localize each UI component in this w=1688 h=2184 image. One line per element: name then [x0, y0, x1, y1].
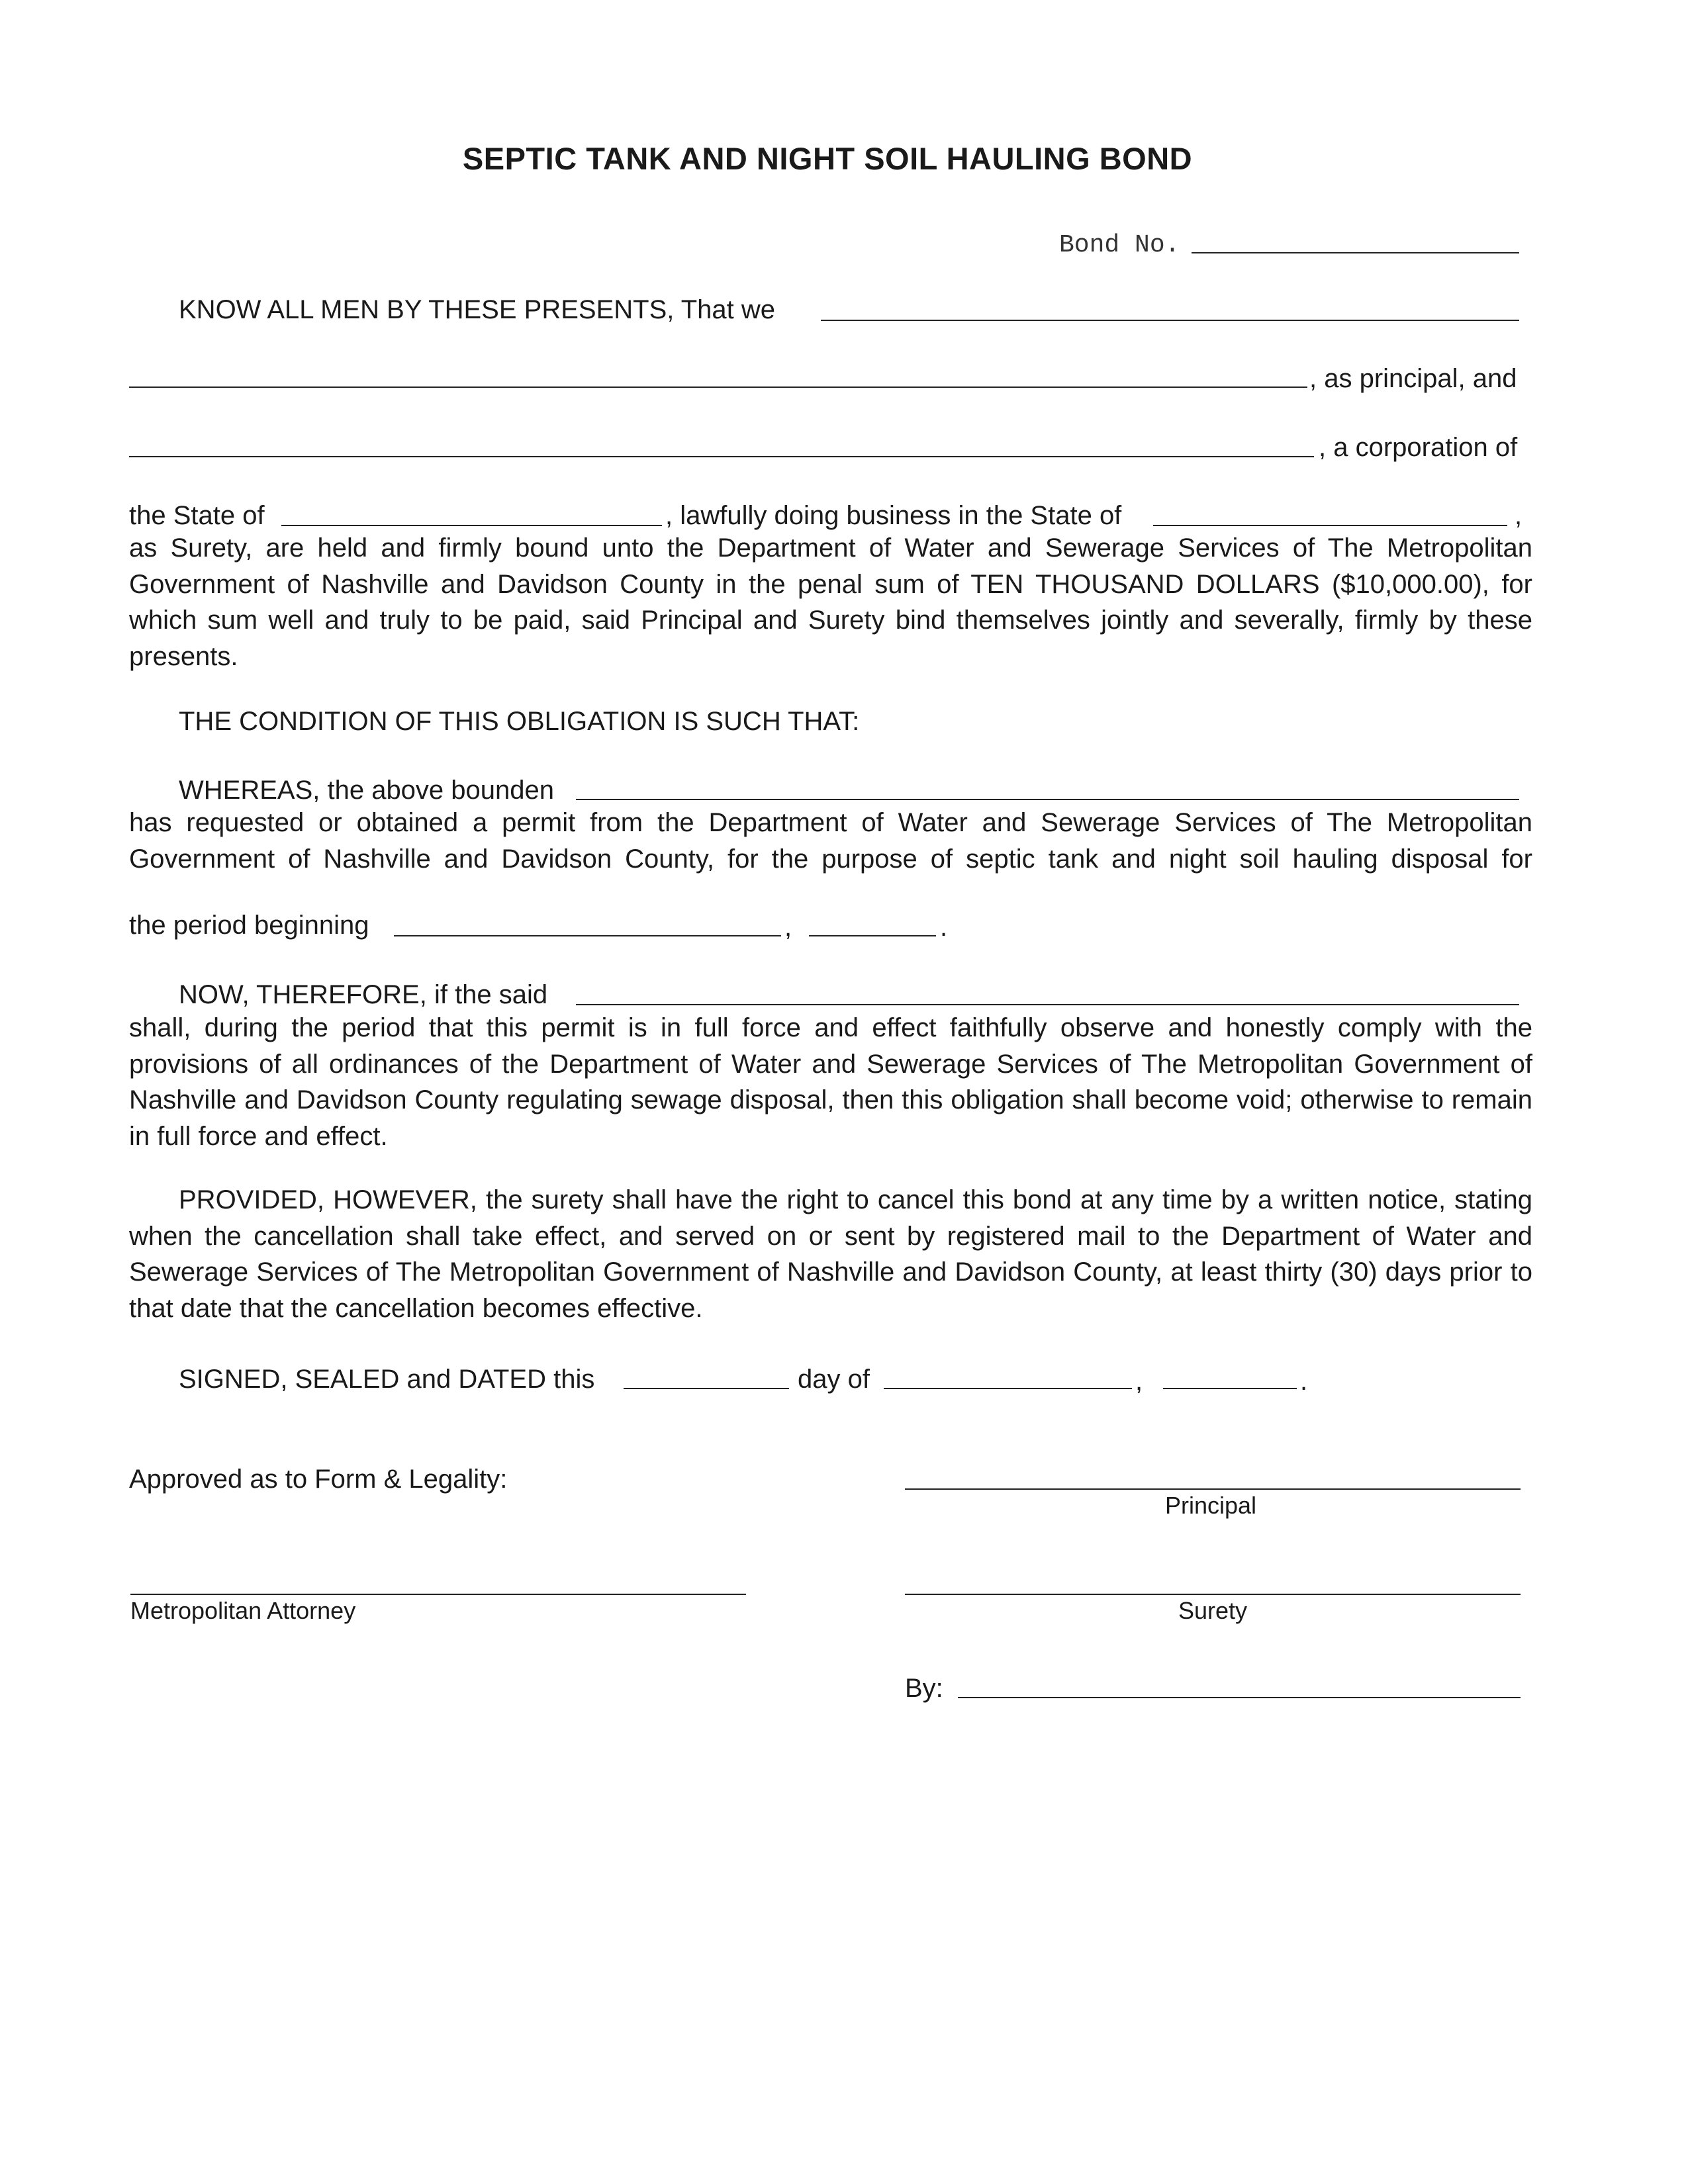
metro-attorney-label: Metropolitan Attorney [130, 1597, 356, 1624]
principal-name-field[interactable] [821, 320, 1519, 321]
signed-end: . [1300, 1367, 1308, 1396]
principal-name-field-2[interactable] [129, 387, 1307, 388]
signed-text: SIGNED, SEALED and DATED this [179, 1365, 595, 1394]
surety-paragraph-text: as Surety, are held and firmly bound unto the Department of Water and Sewerage Services of The Metropolitan Government of Nashville and Davidson County in the penal sum of TEN THOUSAND DOLLARS ($10,000.00), for which sum well and truly to be paid, said Principal and Surety bind themselves jointly and severally, firmly by these presents. [129, 533, 1532, 671]
now-paragraph [129, 1010, 1532, 1154]
know-all-text: KNOW ALL MEN BY THESE PRESENTS, That we [179, 295, 776, 324]
period-beginning-text: the period beginning [129, 911, 369, 940]
state-of-business-field[interactable] [1153, 525, 1507, 526]
surety-label: Surety [1178, 1597, 1248, 1624]
principal-label: Principal [1165, 1492, 1257, 1519]
by-signature-field[interactable] [958, 1697, 1521, 1698]
said-name-field[interactable] [576, 1004, 1519, 1005]
state-of-text: the State of [129, 501, 265, 530]
period-comma: , [784, 913, 792, 942]
period-date-field[interactable] [394, 935, 781, 936]
period-end: . [940, 913, 948, 942]
condition-heading: THE CONDITION OF THIS OBLIGATION IS SUCH THAT: [179, 707, 860, 736]
signed-day-field[interactable] [624, 1388, 789, 1389]
bond-no-label: Bond No. [1059, 231, 1180, 259]
now-paragraph-text: shall, during the period that this permit is in full force and effect faithfully observe and honestly comply with the provisions of all ordinances of the Department of Water and Sewerage Services of The Metropolitan Government of Nashville and Davidson County regulating sewage disposal, then this obligation shall become void; otherwise to remain in full force and effect. [129, 1013, 1532, 1151]
signed-year-field[interactable] [1163, 1388, 1297, 1389]
state-comma: , [1515, 501, 1523, 530]
document-title: SEPTIC TANK AND NIGHT SOIL HAULING BOND [462, 141, 1193, 176]
corporation-text: , a corporation of [1319, 433, 1518, 462]
whereas-paragraph [129, 805, 1532, 877]
now-therefore-text: NOW, THEREFORE, if the said [179, 980, 548, 1009]
surety-paragraph [129, 530, 1532, 674]
signed-comma: , [1135, 1367, 1143, 1396]
bond-no-field[interactable] [1192, 252, 1519, 253]
bounden-name-field[interactable] [576, 799, 1519, 800]
by-label: By: [905, 1674, 943, 1703]
day-of-text: day of [798, 1365, 870, 1394]
approved-text: Approved as to Form & Legality: [129, 1465, 508, 1494]
signed-month-field[interactable] [884, 1388, 1132, 1389]
period-year-field[interactable] [809, 935, 936, 936]
provided-paragraph-text: PROVIDED, HOWEVER, the surety shall have the right to cancel this bond at any time by a written notice, stating when the cancellation shall take effect, and served on or sent by registered mail to the Department of Water and Sewerage Services of The Metropolitan Government of Nashville and Davidson County, at least thirty (30) days prior to that date that the cancellation becomes effective. [129, 1185, 1532, 1323]
as-principal-text: , as principal, and [1309, 364, 1517, 393]
lawfully-text: , lawfully doing business in the State of [665, 501, 1122, 530]
whereas-paragraph-text: has requested or obtained a permit from the Department of Water and Sewerage Services of The Metropolitan Government of Nashville and Davidson County, for the purpose of septic tank and night soil hauling disposal for [129, 808, 1532, 874]
state-of-incorporation-field[interactable] [281, 525, 662, 526]
whereas-text: WHEREAS, the above bounden [179, 776, 555, 805]
surety-name-field[interactable] [129, 456, 1314, 457]
provided-paragraph [129, 1182, 1532, 1326]
